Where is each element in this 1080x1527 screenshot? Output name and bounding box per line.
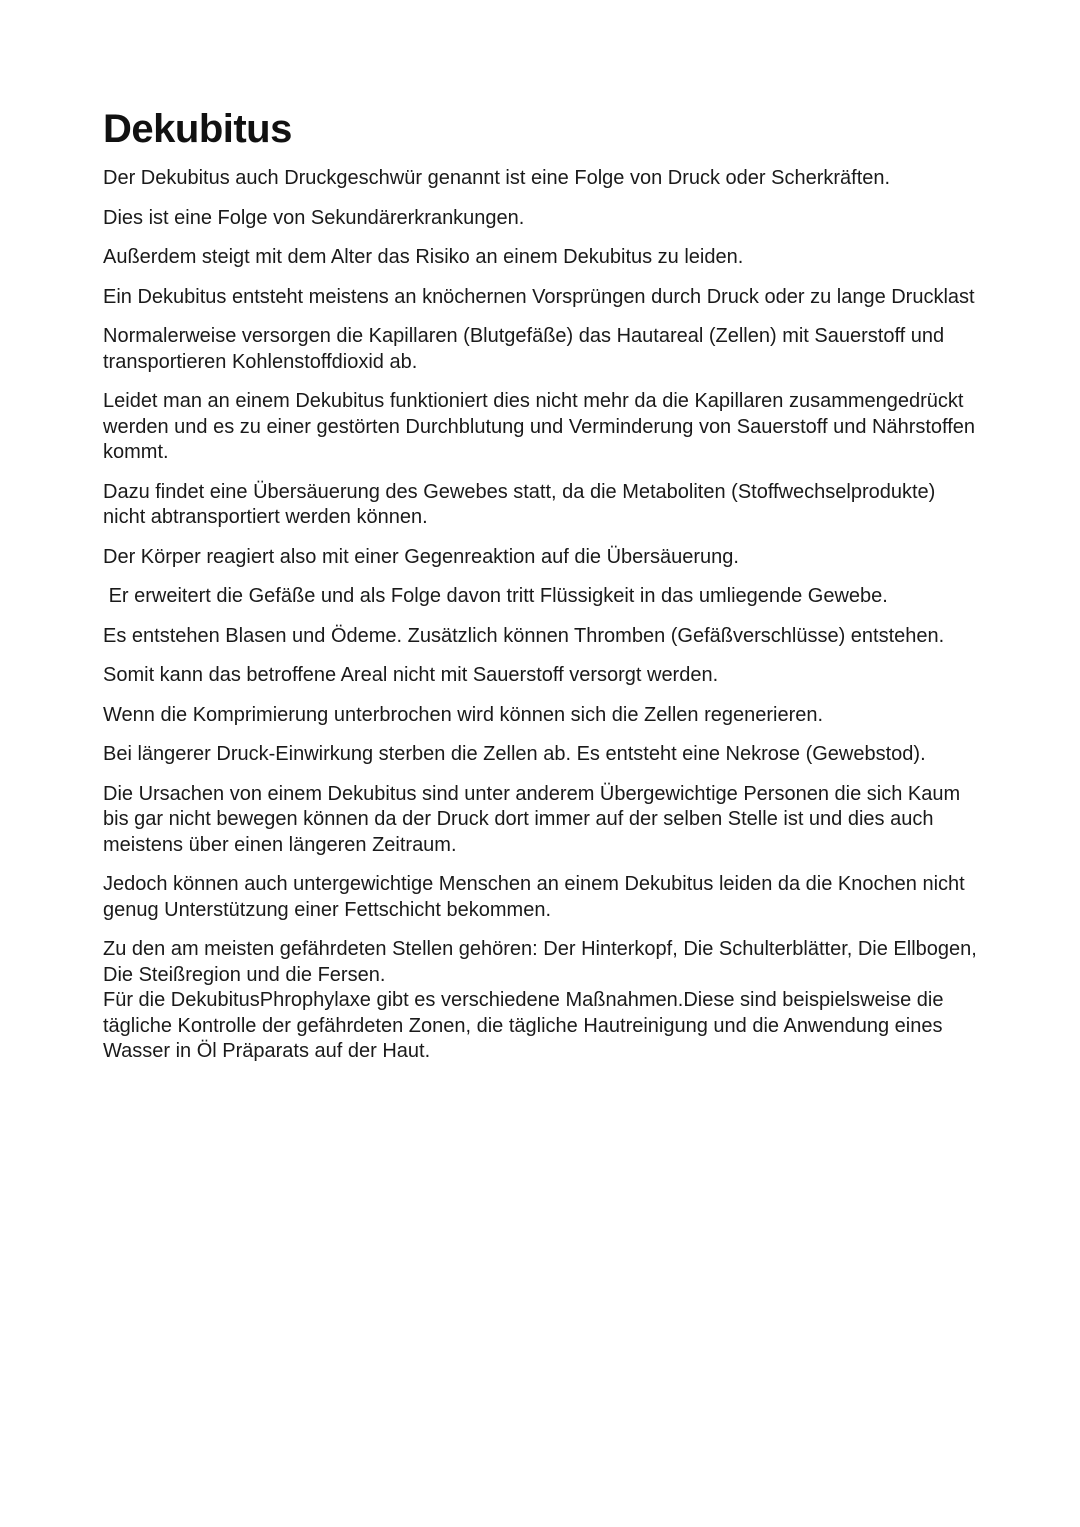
paragraph-prophylaxis: Für die DekubitusPhrophylaxe gibt es verschiedene Maßnahmen.Diese sind beispielsweise die tägliche Kontrolle der gefährdeten Zonen, die tägliche Hautreinigung und die Anwendung eines Wasser in Öl Präparats auf der Haut.: [103, 989, 950, 1062]
paragraph-regeneration: Wenn die Komprimierung unterbrochen wird können sich die Zellen regenerieren.: [103, 703, 824, 726]
paragraph-capillaries: Normalerweise versorgen die Kapillaren (Blutgefäße) das Hautareal (Zellen) mit Sauerstoff und transportieren Kohlenstoffdioxid ab.: [103, 325, 950, 373]
paragraph-counter-reaction: Der Körper reagiert also mit einer Gegenreaktion auf die Übersäuerung.: [103, 545, 739, 568]
paragraph-circulation: Leidet man an einem Dekubitus funktioniert dies nicht mehr da die Kapillaren zusammengedrückt werden und es zu einer gestörten Durchblutung und Verminderung von Sauerstoff und Nährstoffen kommt.: [103, 390, 981, 463]
paragraph-oxygen-supply: Somit kann das betroffene Areal nicht mit Sauerstoff versorgt werden.: [103, 664, 719, 686]
paragraph-risk-areas: Zu den am meisten gefährdeten Stellen gehören: Der Hinterkopf, Die Schulterblätter, Die Ellbogen, Die Steißregion und die Fersen.: [103, 938, 983, 986]
paragraph-blisters: Es entstehen Blasen und Ödeme. Zusätzlich können Thromben (Gefäßverschlüsse) entstehen.: [103, 624, 945, 647]
document-content: [103, 104, 983, 1079]
paragraph-age-risk: Außerdem steigt mit dem Alter das Risiko an einem Dekubitus zu leiden.: [103, 246, 744, 268]
paragraph-causes: Die Ursachen von einem Dekubitus sind unter anderem Übergewichtige Personen die sich Kaum bis gar nicht bewegen können da der Druck dort immer auf der selben Stelle ist und dies auch meistens über einen längeren Zeitraum.: [103, 782, 966, 856]
paragraph-vessel-dilation: Er erweitert die Gefäße und als Folge davon tritt Flüssigkeit in das umliegende Gewebe.: [103, 585, 888, 607]
paragraph-secondary-disease: Dies ist eine Folge von Sekundärerkrankungen.: [103, 206, 525, 229]
paragraph-acidification: Dazu findet eine Übersäuerung des Gewebes statt, da die Metaboliten (Stoffwechselprodukte) nicht abtransportiert werden können.: [103, 480, 941, 528]
paragraph-origin: Ein Dekubitus entsteht meistens an knöchernen Vorsprüngen durch Druck oder zu lange Drucklast: [103, 285, 975, 308]
paragraph-necrosis: Bei längerer Druck-Einwirkung sterben die Zellen ab. Es entsteht eine Nekrose (Gewebstod).: [103, 743, 926, 765]
paragraph-underweight: Jedoch können auch untergewichtige Menschen an einem Dekubitus leiden da die Knochen nicht genug Unterstützung einer Fettschicht bekommen.: [103, 873, 971, 921]
paragraph-definition: Der Dekubitus auch Druckgeschwür genannt ist eine Folge von Druck oder Scherkräften.: [103, 167, 891, 189]
document-title: Dekubitus: [103, 107, 292, 151]
